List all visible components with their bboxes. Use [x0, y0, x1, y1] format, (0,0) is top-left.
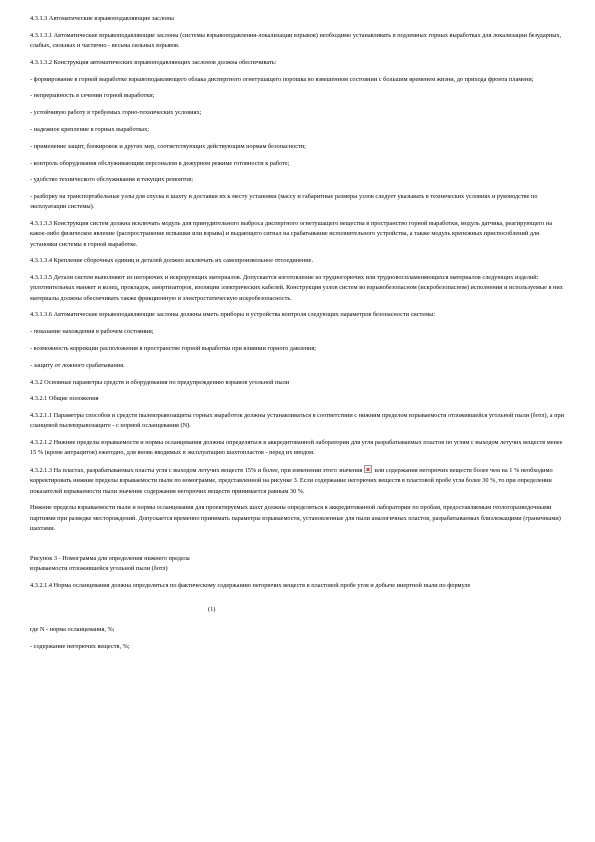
paragraph-4-3-1-3-3: 4.3.1.3.3 Конструкция систем должна исключать модуль для принудительного выброса диспергного огнетушащего вещества в пространство горной выработки, модуль датчика, реагирующего на какое-либо физическое явление (распространение вспышки или взрыва) и выдающего сигнал на срабатывание исполнительного устройства, а также модуль крепежных приспособлений для установки системы в горной выработке. — [30, 220, 553, 248]
paragraph-4-3-1-3-5: 4.3.1.3.5 Детали систем выполняют из негорючих и искрорующих материалов. Допускается изготовление из трудногорючих или трудновоспламеняющихся материалов следующих изделий: уплотнительных манжет и колец, прокладок, амортизаторов, изоляции электрических кабелей. Конструкция узлов систем во взрывобезопасном (искробезопасном) исполнении и используемые в них материалы должны обеспечивать также фрикционную и электростатическую искробезопасность. — [30, 274, 563, 302]
paragraph-lower-limits: Нижние пределы взрываемости пыли и нормы осланцевания для проектируемых шахт должны определяться в аккредитованной лаборатории по пробам, предоставляемым геологоразведочными партиями при разведке месторождений. Допускается временно принимать параметры взрываемости, установленные для пыли аналогичных пластов, разрабатываемых близлежащими (граничными) шахтами. — [30, 504, 561, 532]
list-item-control: - контроль оборудования обслуживающим персоналом в дежурном режиме готовности к работе; — [30, 159, 290, 167]
paragraph-4-3-1-3-1: 4.3.1.3.1 Автоматические взрывоподавляющие заслоны (системы взрывоподавления-локализации взрывов) необходимо устанавливать в подземных горных выработках для локализации безударных, слабых, сильных и частично - весьма сильных взрывов. — [30, 31, 562, 49]
paragraph-4-3-2-1-1: 4.3.2.1.1 Параметры способов и средств пылевзрывозащиты горных выработок должны устанавливаться в соответствии с нижним пределом взрываемости отложившейся угольной пыли (δотл), а при сланцевой пылевзрывозащите - с нормой осланцевания (N). — [30, 412, 565, 430]
paragraph-4-3-2-1-3-start: 4.3.2.1.3 На пластах, разрабатываемых пласты угля с выходом летучих веществ 15% и более, при изменении этого значения — [30, 467, 363, 475]
list-item-working-state: - показание нахождения в рабочем состоянии; — [30, 328, 154, 336]
section-heading-4-3-1-3: 4.3.1.3 Автоматические взрывоподавляющие заслоны — [30, 15, 174, 22]
section-heading-4-3-2-1: 4.3.2.1 Общие положения — [30, 395, 99, 403]
paragraph-4-3-1-3-4: 4.3.1.3.4 Крепление сборочных единиц и деталей должно исключать их самопроизвольное отсоединение. — [30, 257, 314, 265]
paragraph-4-3-2-1-3-rest: или содержания негорючих веществ более чем на 1 % необходимо корректировать нижние пределы взрываемости пыли по номограмме, представленной на рисунке 3. Если содержание негорючих веществ в пластовой пробе угля более 30 %, то при определении показателей взрываемости пыли значение содержания негорючих веществ принимается равным 30 %. — [30, 467, 553, 495]
paragraph-4-3-1-3-6: 4.3.1.3.6 Автоматические взрывоподавляющие заслоны должны иметь приборы и устройства контроля следующих параметров безопасности системы: — [30, 311, 436, 319]
paragraph-4-3-2-1-2: 4.3.2.1.2 Нижние пределы взрываемости и нормы осланцевания должны определяться в аккредитованной лаборатории для угля разрабатываемых пластов по углям с выходом летучих веществ менее 15 % (кроме антрацитов) ежегодно, для вновь вводимых в эксплуатацию шахтопластов - перед их вводом. — [30, 439, 563, 457]
list-item-mounting: - надежное крепление в горных выработках; — [30, 125, 149, 133]
broken-image-icon — [364, 465, 372, 473]
paragraph-4-3-2-1-3 — [30, 465, 565, 497]
paragraph-4-3-1-3-2: 4.3.1.3.2 Конструкция автоматических взрывоподавляющих заслонов должна обеспечивать: — [30, 58, 277, 66]
list-item-maintenance: - удобство технического обслуживания и текущих ремонтов; — [30, 176, 193, 184]
list-item-formation: - формирование в горной выработке взрывоподавляющего облака диспергного огнетушащего порошка во взвешенном состоянии с большим временем жизни, до прихода фронта пламени; — [30, 75, 534, 83]
paragraph-4-3-2-1-4: 4.3.2.1.4 Норма осланцевания должна определяться по фактическому содержанию негорючих веществ в пластовой пробе угля и добыче инертной пыли по формуле — [30, 581, 471, 589]
formula-where-noncombustible: - содержание негорючих веществ, %; — [30, 643, 130, 651]
list-item-continuity: - непрерывность в сечении горной выработки; — [30, 92, 155, 100]
figure-caption-line-1: Рисунок 3 - Номограмма для определения нижнего предела — [30, 554, 190, 562]
formula-number: (1) — [208, 606, 216, 614]
list-item-protection: - применение защит, блокировок и других мер, соответствующих действующим нормам безопасности; — [30, 142, 306, 150]
list-item-false-trigger: - защиту от ложного срабатывания. — [30, 361, 125, 369]
list-item-disassembly: - разборку на транспортабельные узлы для спуска в шахту и доставки их к месту установки (массу и габаритные размеры узлов следует указывать в технических условиях и руководстве по эксплуатации системы). — [30, 193, 538, 211]
list-item-stable-operation: - устойчивую работу в требуемых горно-технических условиях; — [30, 109, 202, 117]
formula-where-n: где N - норма осланцевания, %; — [30, 626, 115, 634]
figure-caption-line-2: взрываемости отложившейся угольной пыли (δотл) — [30, 565, 168, 573]
section-heading-4-3-2: 4.3.2 Основные параметры средств и оборудования по предупреждению взрывов угольной пыли — [30, 378, 290, 386]
list-item-position-correction: - возможность коррекции расположения в пространстве горной выработки при влиянии горного давления; — [30, 344, 317, 352]
